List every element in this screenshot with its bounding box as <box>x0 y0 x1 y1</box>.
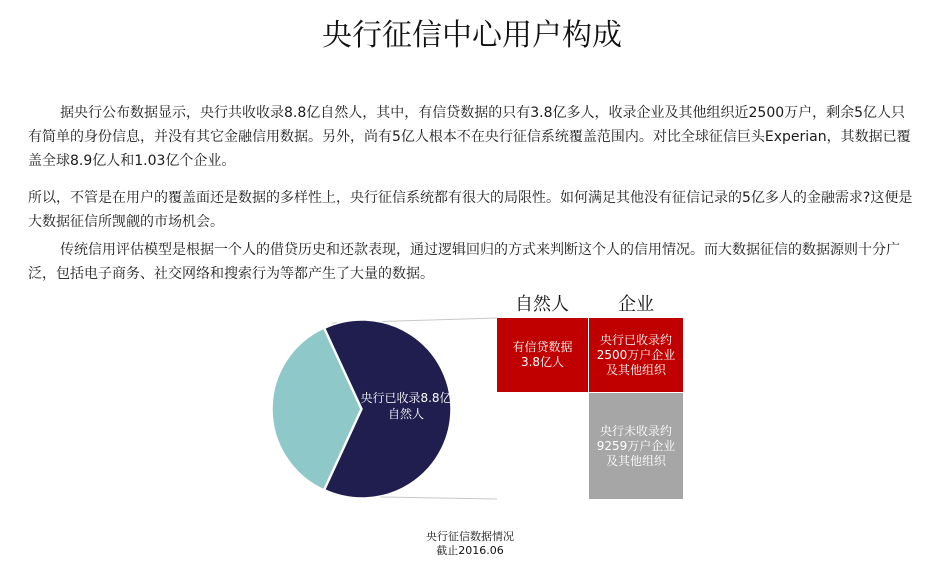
column-header-natural-person: 自然人 <box>515 294 569 315</box>
paragraph-2: 所以，不管是在用户的覆盖面还是数据的多样性上，央行征信系统都有很大的局限性。如何满足其他没有征信记录的5亿多人的金融需求?这便是大数据征信所觊觎的市场机会。 <box>28 190 913 230</box>
block-credit-data <box>497 318 588 392</box>
caption-line-1: 央行征信数据情况 <box>426 530 514 543</box>
page-title: 央行征信中心用户构成 <box>322 18 622 53</box>
block-enterprise-recorded-text: 央行已收录约2500万户企业及其他组织 <box>596 332 676 377</box>
connector-line-bottom <box>380 497 497 499</box>
paragraph-3: 传统信用评估模型是根据一个人的借贷历史和还款表现，通过逻辑回归的方式来判断这个人的信用情况。而大数据征信的数据源则十分广泛，包括电子商务、社交网络和搜索行为等都产生了大量的数据。 <box>28 242 900 282</box>
pie-slice-label: 央行已收录8.8亿自然人 <box>360 391 452 421</box>
column-header-enterprise: 企业 <box>618 294 654 315</box>
chart-caption <box>370 530 570 558</box>
paragraph-1: 据央行公布数据显示，央行共收收录8.8亿自然人，其中，有信贷数据的只有3.8亿多人，收录企业及其他组织近2500万户，剩余5亿人只有简单的身份信息，并没有其它金融信用数据。另外，尚有5亿人根本不在央行征信系统覆盖范围内。对比全球征信巨头Experian，其数据已覆盖全球8.9亿人和1.03亿个企业。 <box>28 105 911 169</box>
block-enterprise-recorded <box>589 318 683 392</box>
block-credit-data-text: 有信贷数据3.8亿人 <box>512 340 573 369</box>
caption-line-2: 截止2016.06 <box>436 544 504 557</box>
block-enterprise-unrecorded <box>589 393 683 499</box>
block-enterprise-unrecorded-text: 央行未收录约9259万户企业及其他组织 <box>596 423 676 468</box>
